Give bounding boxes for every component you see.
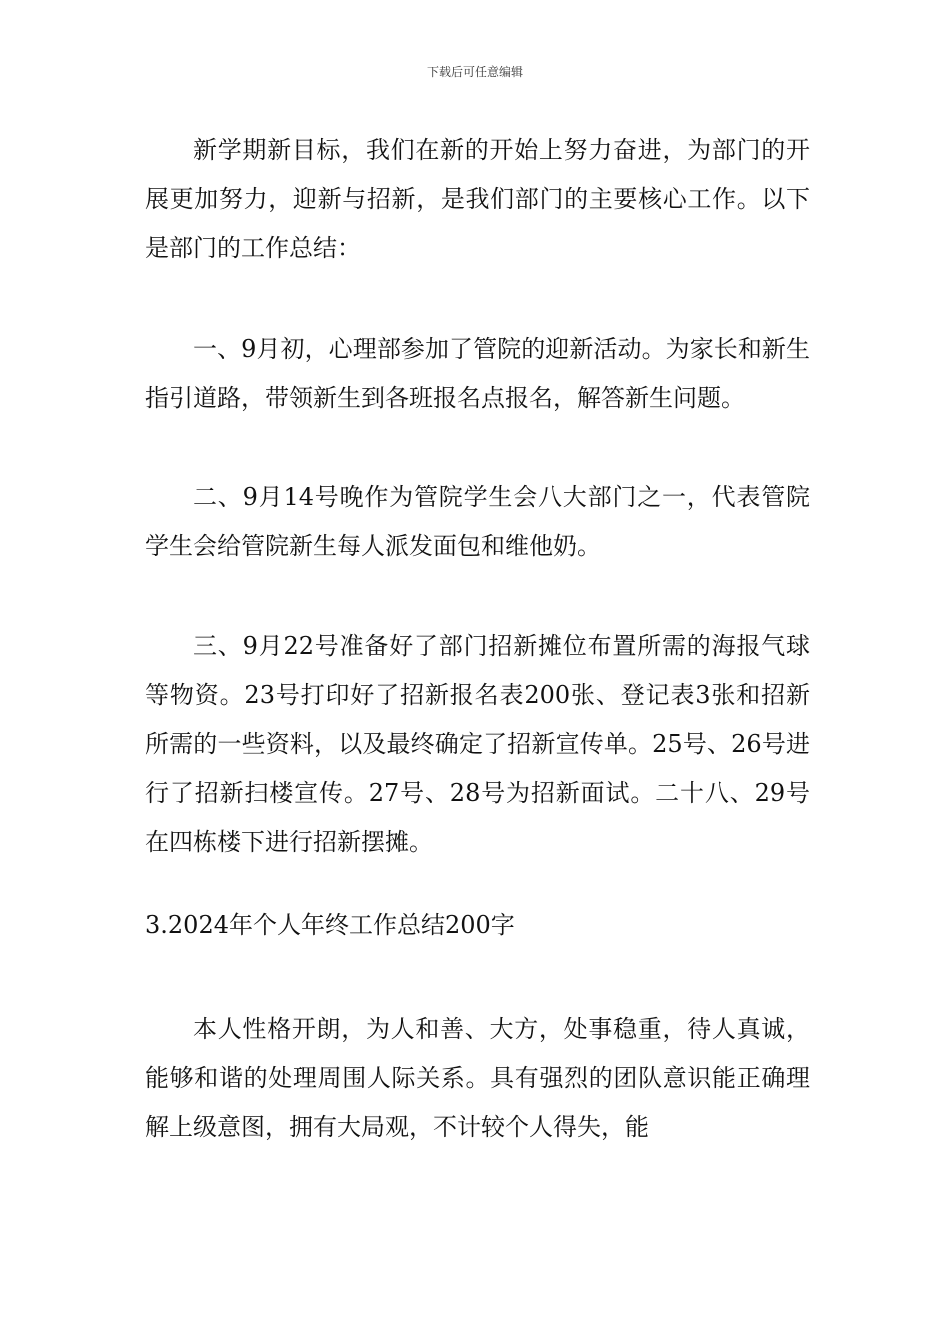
item-two-paragraph: 二、9月14号晚作为管院学生会八大部门之一，代表管院学生会给管院新生每人派发面包和维他奶。 <box>145 483 810 560</box>
section-heading: 3.2024年个人年终工作总结200字 <box>145 911 515 939</box>
item-three-paragraph: 三、9月22号准备好了部门招新摊位布置所需的海报气球等物资。23号打印好了招新报名表200张、登记表3张和招新所需的一些资料，以及最终确定了招新宣传单。25号、26号进行了招新扫楼宣传。27号、28号为招新面试。二十八、29号在四栋楼下进行招新摆摊。 <box>145 632 810 856</box>
page-header: 下载后可任意编辑 <box>426 65 523 79</box>
item-one-paragraph: 一、9月初，心理部参加了管院的迎新活动。为家长和新生指引道路，带领新生到各班报名点报名，解答新生问题。 <box>145 335 810 412</box>
intro-paragraph: 新学期新目标，我们在新的开始上努力奋进，为部门的开展更加努力，迎新与招新，是我们部门的主要核心工作。以下是部门的工作总结： <box>145 136 810 262</box>
closing-paragraph: 本人性格开朗，为人和善、大方，处事稳重，待人真诚，能够和谐的处理周围人际关系。具有强烈的团队意识能正确理解上级意图，拥有大局观，不计较个人得失，能 <box>145 1015 810 1141</box>
document-body <box>145 126 810 1152</box>
